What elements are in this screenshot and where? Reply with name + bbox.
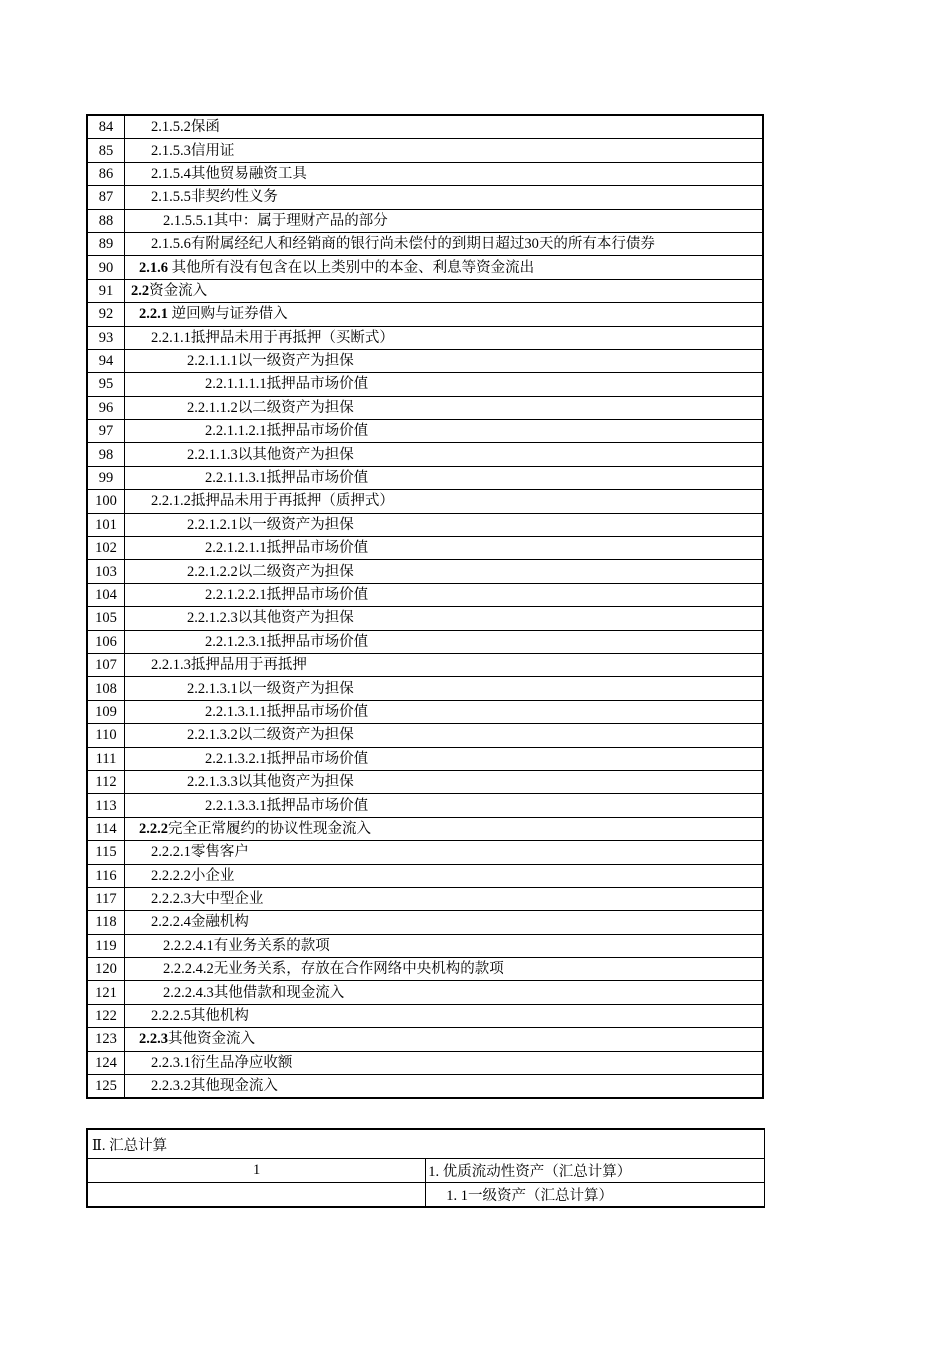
row-label — [125, 373, 764, 396]
table-row — [87, 490, 763, 513]
row-text: 其他资金流入 — [168, 1031, 255, 1048]
row-number: 87 — [87, 186, 125, 209]
row-label — [125, 162, 764, 185]
row-code-bold: 2.2.1 — [139, 306, 168, 323]
row-label — [125, 560, 764, 583]
row-label-content — [131, 774, 354, 790]
row-number: 112 — [87, 770, 125, 793]
row-label — [125, 934, 764, 957]
row-number: 123 — [87, 1028, 125, 1051]
row-label — [125, 1075, 764, 1099]
row-code-bold: 2.2.3 — [139, 1031, 168, 1048]
table-row — [87, 303, 763, 326]
row-label — [125, 841, 764, 864]
summary-row-number: 1 — [87, 1159, 426, 1183]
row-text: 2.2.2.2小企业 — [151, 867, 235, 884]
row-text: 2.2.1.3.2以二级资产为担保 — [187, 727, 354, 744]
table-row — [87, 1075, 763, 1099]
row-text: 2.2.1.2.1以一级资产为担保 — [187, 516, 354, 533]
row-number: 110 — [87, 724, 125, 747]
table-row — [87, 420, 763, 443]
row-text: 2.2.1.3.3.1抵押品市场价值 — [205, 797, 369, 814]
row-label — [125, 209, 764, 232]
row-text: 2.2.1.1抵押品未用于再抵押（买断式） — [151, 329, 394, 346]
row-label-content — [131, 798, 368, 814]
table-row — [87, 887, 763, 910]
row-label — [125, 630, 764, 653]
row-label-content — [131, 353, 354, 369]
row-label-content — [131, 961, 504, 977]
row-label-content — [131, 610, 354, 626]
row-number: 95 — [87, 373, 125, 396]
table-row — [87, 653, 763, 676]
row-code-bold: 2.2.2 — [139, 820, 168, 837]
row-label-content — [131, 657, 307, 673]
row-number: 122 — [87, 1004, 125, 1027]
row-text: 2.2.1.1.2以二级资产为担保 — [187, 399, 354, 416]
row-label-content — [131, 821, 371, 837]
row-number: 84 — [87, 115, 125, 139]
row-label-content — [131, 213, 388, 229]
row-number: 101 — [87, 513, 125, 536]
table-row — [87, 934, 763, 957]
row-number: 103 — [87, 560, 125, 583]
row-label — [125, 911, 764, 934]
table-row — [87, 537, 763, 560]
table-row — [87, 958, 763, 981]
table-row — [87, 747, 763, 770]
row-number: 105 — [87, 607, 125, 630]
row-label-content — [131, 493, 394, 509]
row-label — [125, 770, 764, 793]
row-text: 2.1.5.6有附属经纪人和经销商的银行尚未偿付的到期日超过30天的所有本行债券 — [151, 236, 655, 253]
row-text: 2.2.3.1衍生品净应收额 — [151, 1054, 293, 1071]
row-label — [125, 349, 764, 372]
row-label-content — [131, 236, 655, 252]
row-label-content — [131, 376, 368, 392]
row-label — [125, 677, 764, 700]
row-text: 2.2.2.3大中型企业 — [151, 891, 264, 908]
row-text: 2.2.1.3.2.1抵押品市场价值 — [205, 750, 369, 767]
row-label — [125, 326, 764, 349]
table-row — [87, 466, 763, 489]
row-label — [125, 490, 764, 513]
row-label-content — [131, 1078, 278, 1094]
row-label-content — [131, 260, 534, 276]
table-row — [87, 841, 763, 864]
row-number: 97 — [87, 420, 125, 443]
row-number: 111 — [87, 747, 125, 770]
row-label-content — [131, 470, 368, 486]
row-text: 2.2.1.1.3以其他资产为担保 — [187, 446, 354, 463]
row-text: 2.2.2.4.2无业务关系，存放在合作网络中央机构的款项 — [163, 961, 504, 978]
row-number: 93 — [87, 326, 125, 349]
summary-row — [87, 1159, 765, 1183]
row-number: 85 — [87, 139, 125, 162]
table-row — [87, 724, 763, 747]
row-label-content — [131, 189, 278, 205]
summary-heading: Ⅱ. 汇总计算 — [87, 1129, 765, 1159]
row-label-content — [131, 587, 368, 603]
summary-row-label: 1. 1一级资产（汇总计算） — [426, 1183, 765, 1208]
table-row — [87, 443, 763, 466]
row-label — [125, 466, 764, 489]
table-row — [87, 560, 763, 583]
row-number: 94 — [87, 349, 125, 372]
row-label — [125, 817, 764, 840]
row-text: 2.1.5.5非契约性义务 — [151, 189, 278, 206]
row-number: 109 — [87, 700, 125, 723]
table-row — [87, 677, 763, 700]
row-number: 117 — [87, 887, 125, 910]
summary-body — [87, 1129, 765, 1207]
table-row — [87, 256, 763, 279]
table-row — [87, 232, 763, 255]
row-label-content — [131, 1055, 292, 1071]
row-number: 115 — [87, 841, 125, 864]
row-label-content — [131, 914, 249, 930]
row-text: 2.2.1.1.2.1抵押品市场价值 — [205, 423, 369, 440]
row-text: 2.2.1.3.3以其他资产为担保 — [187, 774, 354, 791]
row-number: 86 — [87, 162, 125, 185]
line-item-table — [86, 114, 764, 1099]
row-text: 2.2.2.1零售客户 — [151, 844, 249, 861]
row-label-content — [131, 704, 368, 720]
row-label-content — [131, 727, 354, 743]
row-label-content — [131, 306, 288, 322]
row-label — [125, 607, 764, 630]
table-row — [87, 186, 763, 209]
table-row — [87, 630, 763, 653]
row-number: 100 — [87, 490, 125, 513]
row-label — [125, 537, 764, 560]
row-text: 2.1.5.4其他贸易融资工具 — [151, 165, 307, 182]
row-text: 资金流入 — [149, 282, 208, 299]
row-label-content — [131, 938, 330, 954]
row-label-content — [131, 1031, 255, 1047]
row-text: 完全正常履约的协议性现金流入 — [168, 820, 371, 837]
row-label-content — [131, 564, 354, 580]
table-row — [87, 139, 763, 162]
row-label-content — [131, 985, 344, 1001]
row-text: 2.1.5.2保函 — [151, 119, 220, 136]
table-row — [87, 607, 763, 630]
row-label — [125, 513, 764, 536]
table-row — [87, 349, 763, 372]
row-number: 104 — [87, 583, 125, 606]
row-number: 91 — [87, 279, 125, 302]
row-label-content — [131, 681, 354, 697]
row-label-content — [131, 447, 354, 463]
row-text: 逆回购与证券借入 — [168, 306, 288, 323]
row-label — [125, 303, 764, 326]
row-label-content — [131, 330, 394, 346]
table-row — [87, 162, 763, 185]
row-text: 2.2.1.3.1.1抵押品市场价值 — [205, 703, 369, 720]
row-label-content — [131, 868, 234, 884]
row-label-content — [131, 634, 368, 650]
row-text: 2.2.1.2抵押品未用于再抵押（质押式） — [151, 493, 394, 510]
row-label — [125, 958, 764, 981]
row-number: 124 — [87, 1051, 125, 1074]
row-text: 2.2.1.2.3.1抵押品市场价值 — [205, 633, 369, 650]
row-label-content — [131, 540, 368, 556]
row-number: 92 — [87, 303, 125, 326]
table-row — [87, 770, 763, 793]
row-text: 2.1.5.5.1其中：属于理财产品的部分 — [163, 212, 388, 229]
row-label — [125, 443, 764, 466]
row-label-content — [131, 751, 368, 767]
row-label-content — [131, 400, 354, 416]
row-label — [125, 724, 764, 747]
row-code-bold: 2.2 — [131, 282, 150, 299]
row-label — [125, 1004, 764, 1027]
table-row — [87, 115, 763, 139]
row-label-content — [131, 517, 354, 533]
row-label — [125, 256, 764, 279]
row-label — [125, 186, 764, 209]
row-number: 106 — [87, 630, 125, 653]
summary-heading-row — [87, 1129, 765, 1159]
row-label-content — [131, 1008, 249, 1024]
summary-table — [86, 1128, 765, 1208]
table-row — [87, 209, 763, 232]
row-number: 121 — [87, 981, 125, 1004]
row-number: 99 — [87, 466, 125, 489]
row-label — [125, 396, 764, 419]
row-label-content — [131, 844, 249, 860]
row-number: 116 — [87, 864, 125, 887]
row-text: 其他所有没有包含在以上类别中的本金、利息等资金流出 — [168, 259, 535, 276]
table-row — [87, 396, 763, 419]
table-row — [87, 817, 763, 840]
row-label-content — [131, 283, 207, 299]
row-number: 119 — [87, 934, 125, 957]
table-row — [87, 864, 763, 887]
row-text: 2.2.1.2.3以其他资产为担保 — [187, 610, 354, 627]
row-text: 2.2.1.3.1以一级资产为担保 — [187, 680, 354, 697]
table-row — [87, 326, 763, 349]
table-row — [87, 513, 763, 536]
row-text: 2.2.1.1.1以一级资产为担保 — [187, 353, 354, 370]
row-label — [125, 139, 764, 162]
row-label — [125, 864, 764, 887]
row-text: 2.2.1.3抵押品用于再抵押 — [151, 657, 307, 674]
row-number: 102 — [87, 537, 125, 560]
row-label-content — [131, 891, 263, 907]
row-number: 120 — [87, 958, 125, 981]
row-label — [125, 583, 764, 606]
table-row — [87, 1028, 763, 1051]
row-number: 125 — [87, 1075, 125, 1099]
row-text: 2.2.3.2其他现金流入 — [151, 1078, 278, 1095]
row-label — [125, 115, 764, 139]
summary-row-label: 1. 优质流动性资产（汇总计算） — [426, 1159, 765, 1183]
row-number: 90 — [87, 256, 125, 279]
row-label — [125, 747, 764, 770]
row-text: 2.2.1.1.3.1抵押品市场价值 — [205, 470, 369, 487]
table-row — [87, 1004, 763, 1027]
table-row — [87, 279, 763, 302]
table-row — [87, 1051, 763, 1074]
row-label — [125, 794, 764, 817]
row-number: 88 — [87, 209, 125, 232]
row-text: 2.2.2.4金融机构 — [151, 914, 249, 931]
table-row — [87, 700, 763, 723]
row-text: 2.2.2.5其他机构 — [151, 1008, 249, 1025]
table-row — [87, 794, 763, 817]
row-label-content — [131, 119, 220, 135]
row-label-content — [131, 143, 234, 159]
row-number: 114 — [87, 817, 125, 840]
row-label — [125, 700, 764, 723]
summary-row-number — [87, 1183, 426, 1208]
row-number: 96 — [87, 396, 125, 419]
row-label-content — [131, 166, 307, 182]
row-label — [125, 279, 764, 302]
row-number: 113 — [87, 794, 125, 817]
row-text: 2.2.1.2.1.1抵押品市场价值 — [205, 540, 369, 557]
table-row — [87, 583, 763, 606]
summary-row — [87, 1183, 765, 1208]
row-text: 2.2.2.4.1有业务关系的款项 — [163, 937, 330, 954]
line-item-body — [87, 115, 763, 1098]
row-label-content — [131, 423, 368, 439]
row-text: 2.2.1.2.2以二级资产为担保 — [187, 563, 354, 580]
row-number: 108 — [87, 677, 125, 700]
row-label — [125, 981, 764, 1004]
row-label — [125, 1051, 764, 1074]
row-text: 2.2.1.1.1.1抵押品市场价值 — [205, 376, 369, 393]
row-label — [125, 1028, 764, 1051]
row-text: 2.2.1.2.2.1抵押品市场价值 — [205, 587, 369, 603]
row-number: 98 — [87, 443, 125, 466]
table-row — [87, 911, 763, 934]
row-number: 118 — [87, 911, 125, 934]
table-row — [87, 981, 763, 1004]
row-number: 89 — [87, 232, 125, 255]
row-label — [125, 653, 764, 676]
row-label — [125, 420, 764, 443]
row-label — [125, 887, 764, 910]
row-code-bold: 2.1.6 — [139, 259, 168, 276]
row-text: 2.1.5.3信用证 — [151, 142, 235, 159]
row-label — [125, 232, 764, 255]
table-row — [87, 373, 763, 396]
row-text: 2.2.2.4.3其他借款和现金流入 — [163, 984, 345, 1001]
row-number: 107 — [87, 653, 125, 676]
